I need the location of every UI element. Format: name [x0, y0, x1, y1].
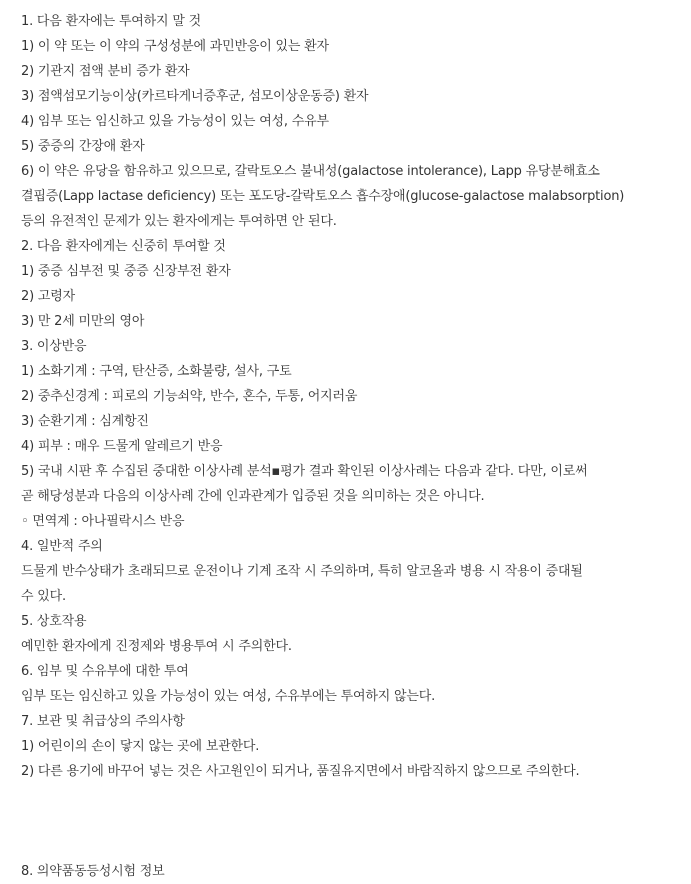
- section-3-item-3: 3) 순환기계 : 심계항진: [21, 414, 149, 429]
- section-5-heading: 5. 상호작용: [21, 614, 87, 629]
- section-3-subitem-immune: ◦ 면역계 : 아나필락시스 반응: [21, 514, 185, 529]
- section-6-text: 임부 또는 임신하고 있을 가능성이 있는 여성, 수유부에는 투여하지 않는다.: [21, 689, 435, 704]
- section-2-item-2: 2) 고령자: [21, 289, 75, 304]
- section-1-item-6-line-2: 결핍증(Lapp lactase deficiency) 또는 포도당-갈락토오스 흡수장애(glucose-galactose malabsorption): [21, 189, 625, 204]
- section-3-item-5-line-1: 5) 국내 시판 후 수집된 중대한 이상사례 분석▪평가 결과 확인된 이상사례는 다음과 같다. 다만, 이로써: [21, 464, 588, 479]
- section-4-text-line-1: 드물게 반수상태가 초래되므로 운전이나 기계 조작 시 주의하며, 특히 알코올과 병용 시 작용이 증대될: [21, 564, 583, 579]
- section-1-item-4: 4) 임부 또는 임신하고 있을 가능성이 있는 여성, 수유부: [21, 114, 329, 129]
- section-1-item-1: 1) 이 약 또는 이 약의 구성성분에 과민반응이 있는 환자: [21, 39, 329, 54]
- section-1-item-5: 5) 중증의 간장애 환자: [21, 139, 145, 154]
- section-6-heading: 6. 임부 및 수유부에 대한 투여: [21, 664, 189, 679]
- section-7-item-2: 2) 다른 용기에 바꾸어 넣는 것은 사고원인이 되거나, 품질유지면에서 바람직하지 않으므로 주의한다.: [21, 764, 580, 779]
- section-3-heading: 3. 이상반응: [21, 339, 87, 354]
- document-body: [21, 9, 685, 884]
- section-2-item-1: 1) 중증 심부전 및 중증 신장부전 환자: [21, 264, 231, 279]
- section-3-item-1: 1) 소화기계 : 구역, 탄산증, 소화불량, 설사, 구토: [21, 364, 292, 379]
- section-5-text: 예민한 환자에게 진정제와 병용투여 시 주의한다.: [21, 639, 292, 654]
- section-2-heading: 2. 다음 환자에게는 신중히 투여할 것: [21, 239, 226, 254]
- section-7-item-1: 1) 어린이의 손이 닿지 않는 곳에 보관한다.: [21, 739, 260, 754]
- section-1-item-2: 2) 기관지 점액 분비 증가 환자: [21, 64, 190, 79]
- section-4-heading: 4. 일반적 주의: [21, 539, 103, 554]
- section-1-heading: 1. 다음 환자에는 투여하지 말 것: [21, 14, 201, 29]
- section-3-item-5-line-2: 곧 해당성분과 다음의 이상사례 간에 인과관계가 입증된 것을 의미하는 것은 아니다.: [21, 489, 485, 504]
- section-8-heading: 8. 의약품동등성시험 정보: [21, 864, 165, 879]
- blank-space: [21, 784, 685, 859]
- section-1-item-6-line-1: 6) 이 약은 유당을 함유하고 있으므로, 갈락토오스 불내성(galactose intolerance), Lapp 유당분해효소: [21, 164, 600, 179]
- section-4-text-line-2: 수 있다.: [21, 589, 66, 604]
- section-1-item-3: 3) 점액섬모기능이상(카르타게너증후군, 섬모이상운동증) 환자: [21, 89, 369, 104]
- section-2-item-3: 3) 만 2세 미만의 영아: [21, 314, 145, 329]
- section-3-item-2: 2) 중추신경계 : 피로의 기능쇠약, 반수, 혼수, 두통, 어지러움: [21, 389, 358, 404]
- section-1-item-6-line-3: 등의 유전적인 문제가 있는 환자에게는 투여하면 안 된다.: [21, 214, 337, 229]
- section-3-item-4: 4) 피부 : 매우 드물게 알레르기 반응: [21, 439, 223, 454]
- section-7-heading: 7. 보관 및 취급상의 주의사항: [21, 714, 185, 729]
